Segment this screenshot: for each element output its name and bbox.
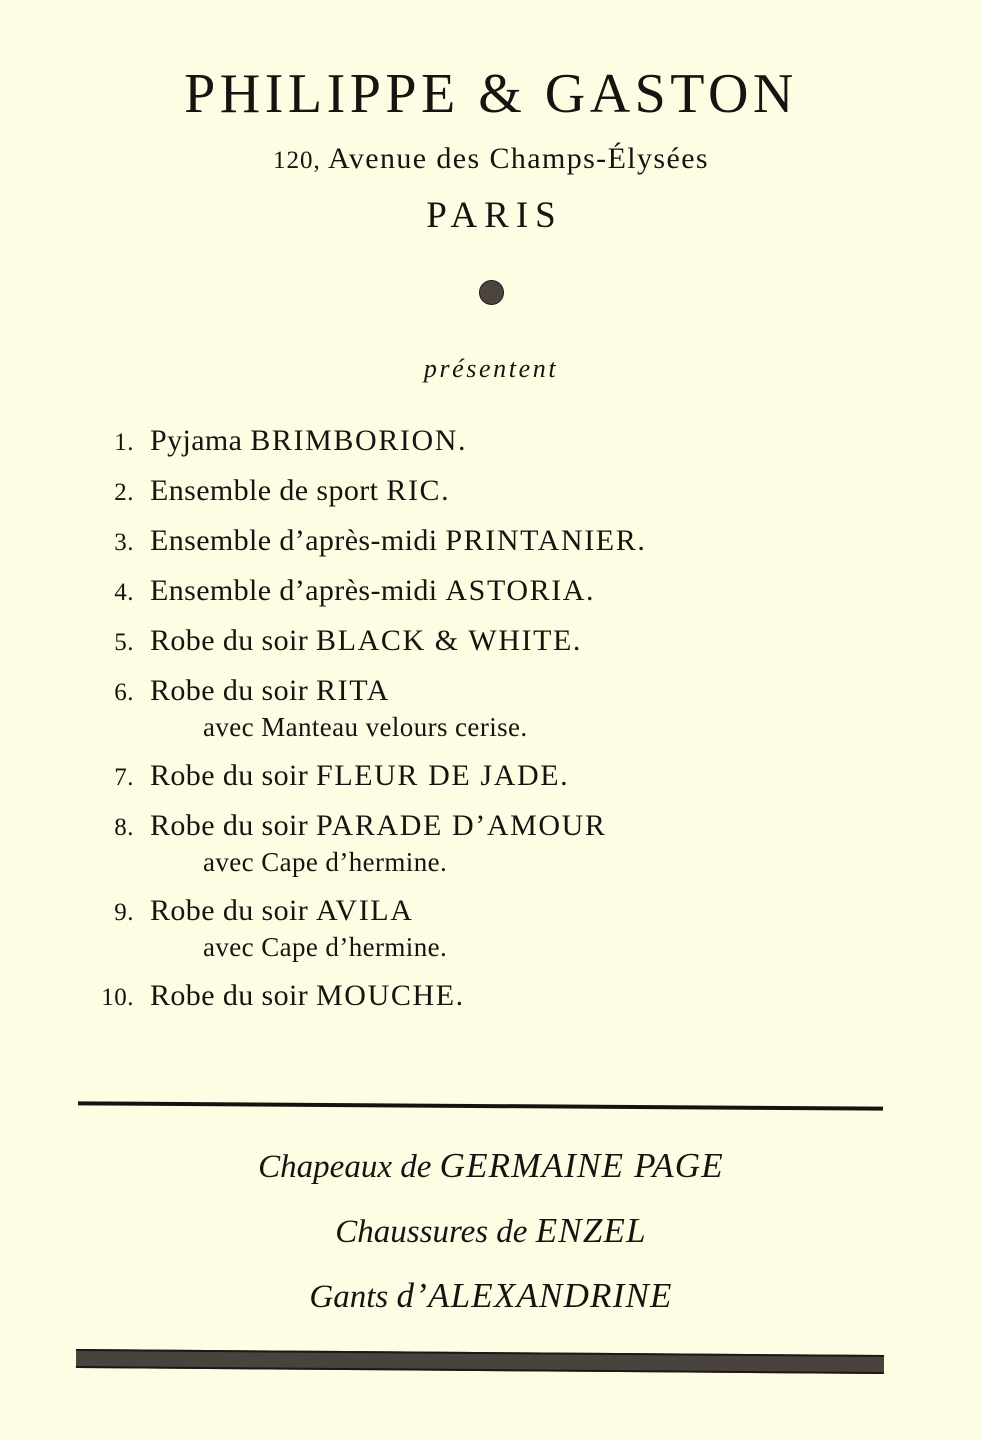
- entry-text: [150, 424, 467, 458]
- list-item: [0, 759, 982, 793]
- entry-description: Robe du soir: [150, 674, 317, 707]
- filled-circle-icon: [479, 280, 504, 305]
- list-item: [0, 474, 982, 508]
- list-item: [0, 424, 982, 458]
- list-item: [0, 574, 982, 608]
- credit-category: Chaussures de: [335, 1214, 536, 1250]
- entry-number: 1.: [114, 429, 134, 456]
- entry-text: [150, 524, 646, 558]
- list-item: [0, 809, 982, 878]
- credit-category: Gants: [309, 1279, 397, 1315]
- list-item: [0, 624, 982, 658]
- entry-main: [0, 474, 982, 508]
- entry-number: 9.: [114, 899, 134, 926]
- entry-number: 3.: [114, 529, 134, 556]
- entry-description: Pyjama: [150, 424, 251, 457]
- credits-block: [0, 1148, 982, 1343]
- programme-list: [0, 424, 982, 1013]
- list-item: [0, 524, 982, 558]
- entry-number: 6.: [114, 679, 134, 706]
- entry-main: [0, 979, 982, 1013]
- entry-model-name: MOUCHE.: [316, 979, 465, 1012]
- entry-main: [0, 424, 982, 458]
- entry-description: Robe du soir: [150, 624, 317, 657]
- list-item: [0, 674, 982, 743]
- presents-label: présentent: [423, 354, 559, 383]
- address-line: [0, 144, 982, 174]
- entry-description: Robe du soir: [150, 894, 317, 927]
- house-name: PHILIPPE & GASTON: [184, 63, 798, 125]
- entry-text: [150, 759, 569, 793]
- entry-text: [150, 979, 465, 1013]
- entry-subline: avec Cape d’hermine.: [203, 932, 448, 962]
- entry-text: [150, 809, 607, 843]
- ornament-container: [0, 280, 982, 306]
- entry-subline: avec Manteau velours cerise.: [203, 712, 528, 742]
- entry-text: [150, 624, 582, 658]
- divider-thick: [76, 1349, 884, 1374]
- credit-supplier: d’ALEXANDRINE: [396, 1276, 673, 1315]
- credit-line: [0, 1278, 982, 1314]
- entry-main: [0, 894, 982, 928]
- credit-supplier: ENZEL: [535, 1211, 647, 1250]
- entry-main: [0, 759, 982, 793]
- street-number: 120,: [272, 147, 321, 174]
- entry-model-name: PRINTANIER.: [445, 524, 647, 557]
- entry-number: 5.: [114, 629, 134, 656]
- entry-main: [0, 809, 982, 843]
- entry-number: 2.: [114, 479, 134, 506]
- masthead: [0, 0, 982, 234]
- credit-line: [0, 1148, 982, 1184]
- entry-description: Robe du soir: [150, 979, 317, 1012]
- entry-number: 4.: [114, 579, 134, 606]
- divider-thin: [78, 1101, 883, 1110]
- entry-model-name: AVILA: [316, 894, 414, 927]
- entry-model-name: RITA: [316, 674, 391, 707]
- entry-main: [0, 674, 982, 708]
- city-name: PARIS: [426, 195, 563, 236]
- entry-text: [150, 474, 450, 508]
- entry-model-name: ASTORIA.: [445, 574, 596, 607]
- credit-category: Chapeaux de: [258, 1149, 440, 1185]
- credit-supplier: GERMAINE PAGE: [439, 1146, 724, 1185]
- entry-description: Ensemble d’après-midi: [150, 574, 446, 607]
- entry-description: Robe du soir: [150, 809, 317, 842]
- entry-main: [0, 524, 982, 558]
- list-item: [0, 894, 982, 963]
- entry-description: Ensemble d’après-midi: [150, 524, 446, 557]
- entry-number: 7.: [114, 764, 134, 791]
- entry-text: [150, 894, 413, 928]
- entry-main: [0, 624, 982, 658]
- entry-model-name: PARADE D’AMOUR: [316, 809, 607, 842]
- entry-description: Ensemble de sport: [150, 474, 387, 507]
- entry-model-name: RIC.: [386, 474, 451, 507]
- entry-model-name: BLACK & WHITE.: [316, 624, 583, 657]
- entry-text: [150, 674, 390, 708]
- entry-subline: avec Cape d’hermine.: [203, 847, 448, 877]
- entry-model-name: FLEUR DE JADE.: [316, 759, 570, 792]
- entry-description: Robe du soir: [150, 759, 317, 792]
- entry-number: 10.: [101, 984, 134, 1011]
- credit-line: [0, 1213, 982, 1249]
- entry-text: [150, 574, 595, 608]
- entry-model-name: BRIMBORION.: [250, 424, 468, 457]
- list-item: [0, 979, 982, 1013]
- street-name: Avenue des Champs-Élysées: [327, 142, 710, 175]
- entry-main: [0, 574, 982, 608]
- entry-number: 8.: [114, 814, 134, 841]
